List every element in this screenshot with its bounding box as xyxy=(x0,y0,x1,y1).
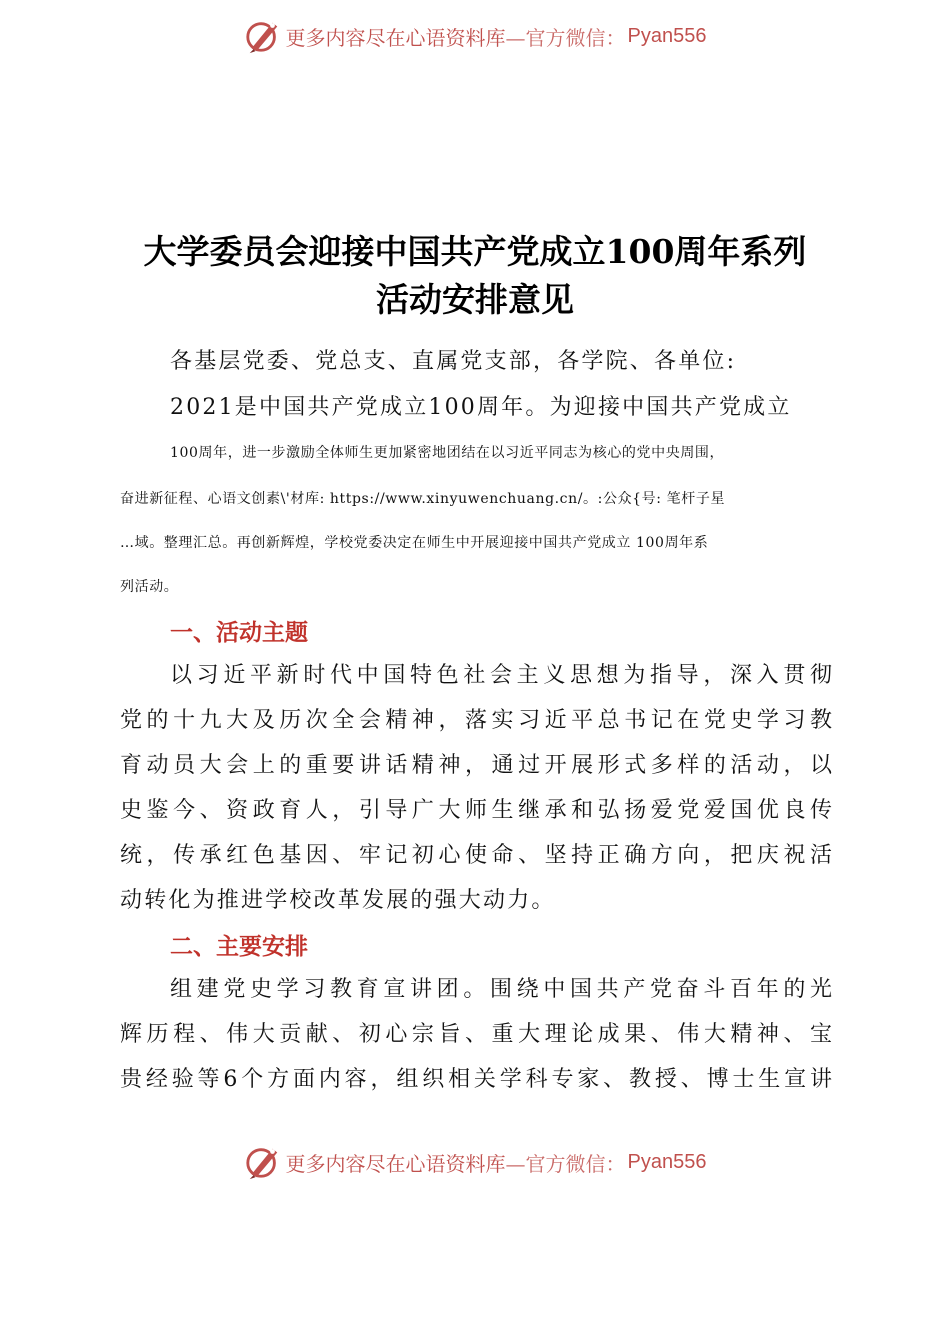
section-heading-arrangement: 二、主要安排 xyxy=(170,934,308,960)
small-line: …域。整理汇总。再创新辉煌，学校党委决定在师生中开展迎接中国共产党成立 100周年系 xyxy=(120,535,709,551)
paragraph-line: 辉历程、伟大贡献、初心宗旨、重大理论成果、伟大精神、宝 xyxy=(120,1022,832,1047)
paragraph-line: 组建党史学习教育宣讲团。围绕中国共产党奋斗百年的光 xyxy=(170,977,832,1002)
paragraph-line: 贵经验等6个方面内容，组织相关学科专家、教授、博士生宣讲 xyxy=(120,1067,832,1092)
footer-banner xyxy=(0,1142,950,1182)
intro-line: 2021是中国共产党成立100周年。为迎接中国共产党成立 xyxy=(170,395,792,420)
banner-sub-text: —官方微信： xyxy=(505,1151,626,1176)
banner-sub-text: —官方微信： xyxy=(505,25,626,50)
banner-wechat-id: Pyan556 xyxy=(627,24,707,47)
title-line-1: 大学委员会迎接中国共产党成立100周年系列 xyxy=(143,232,807,271)
pen-circle-logo-icon xyxy=(244,1143,282,1181)
paragraph-line: 育动员大会上的重要讲话精神，通过开展形式多样的活动，以 xyxy=(120,753,832,778)
header-banner xyxy=(0,16,950,56)
paragraph-line: 统，传承红色基因、牢记初心使命、坚持正确方向，把庆祝活 xyxy=(120,843,832,868)
salutation: 各基层党委、党总支、直属党支部，各学院、各单位: xyxy=(170,349,737,374)
small-line: 100周年，进一步激励全体师生更加紧密地团结在以习近平同志为核心的党中央周围， xyxy=(170,445,725,461)
banner-main-text: 更多内容尽在心语资料库 xyxy=(285,25,506,50)
section-heading-theme: 一、活动主题 xyxy=(170,620,308,646)
paragraph-line: 党的十九大及历次全会精神，落实习近平总书记在党史学习教 xyxy=(120,708,832,733)
document-title xyxy=(100,228,850,324)
banner-main-text: 更多内容尽在心语资料库 xyxy=(285,1151,506,1176)
paragraph-line: 以习近平新时代中国特色社会主义思想为指导，深入贯彻 xyxy=(170,663,832,688)
paragraph-line: 动转化为推进学校改革发展的强大动力。 xyxy=(120,888,556,913)
paragraph-line: 史鉴今、资政育人，引导广大师生继承和弘扬爱党爱国优良传 xyxy=(120,798,832,823)
banner-wechat-id: Pyan556 xyxy=(627,1150,707,1173)
small-line: 奋进新征程、心语文创素\'材库: https://www.xinyuwenchuang.cn/。:公众{号: 笔杆子星 xyxy=(120,491,726,507)
pen-circle-logo-icon xyxy=(244,17,282,55)
title-line-2: 活动安排意见 xyxy=(376,280,574,319)
small-line: 列活动。 xyxy=(120,579,179,595)
